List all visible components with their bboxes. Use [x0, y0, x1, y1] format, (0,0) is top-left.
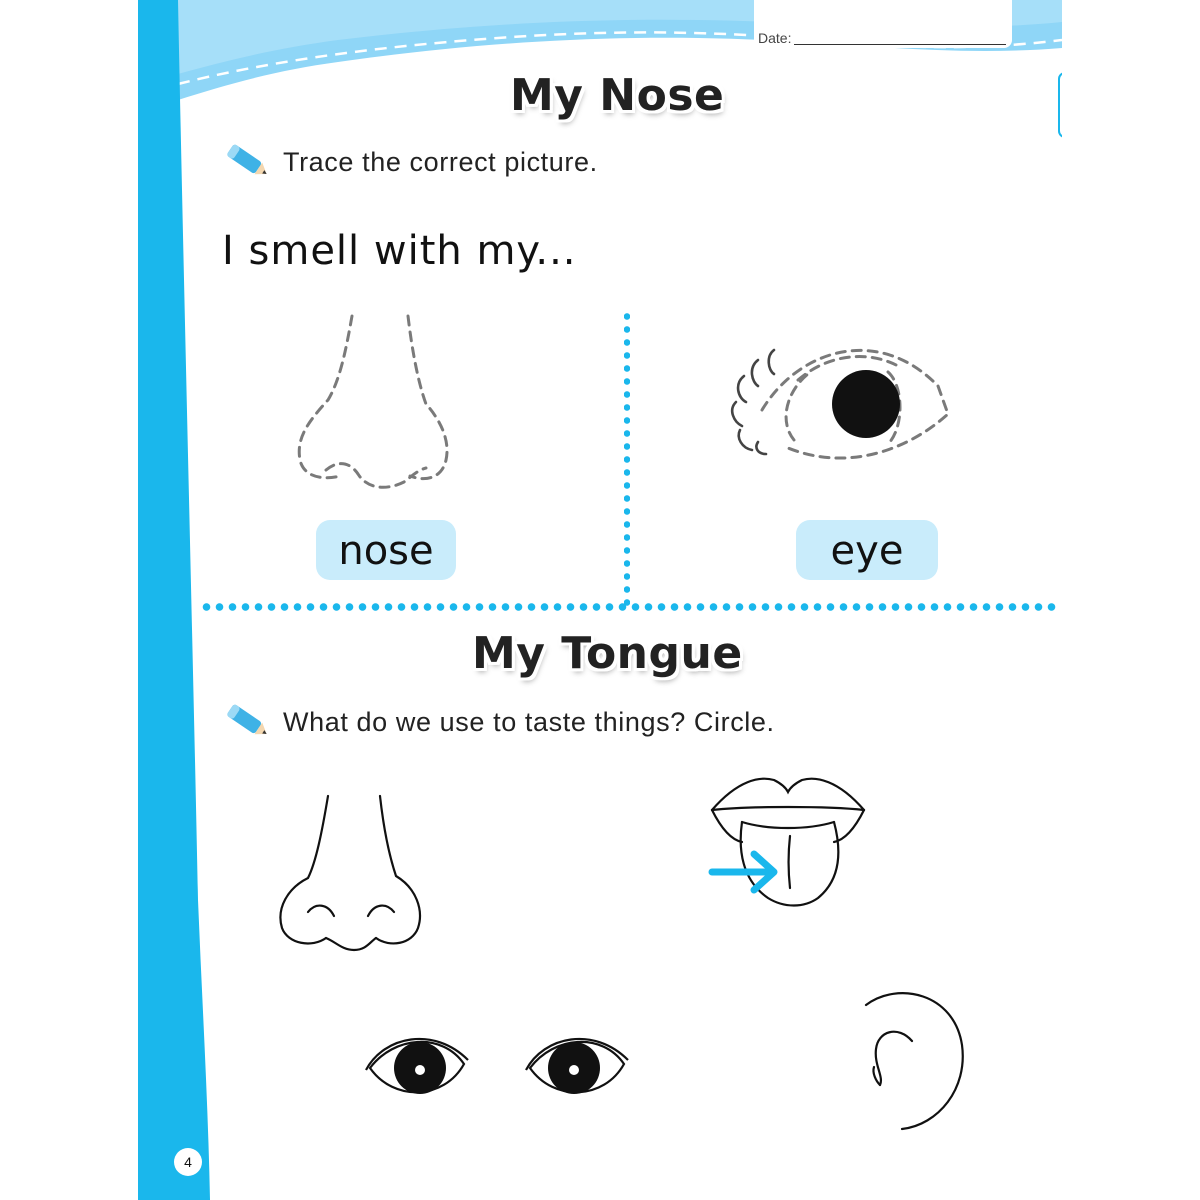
eyes-drawing[interactable]	[364, 1030, 634, 1110]
nose-drawing[interactable]	[272, 792, 432, 962]
tongue-section-title: My Tongue	[472, 628, 743, 679]
horizontal-dotted-divider	[200, 603, 1060, 611]
left-blue-bar	[138, 0, 218, 1200]
nose-option-pill[interactable]	[316, 520, 456, 580]
dashed-eye-drawing[interactable]	[718, 330, 958, 480]
date-label: Date:	[758, 30, 792, 46]
pencil-icon	[222, 700, 272, 744]
dashed-nose-drawing[interactable]	[288, 310, 458, 500]
nose-instruction: Trace the correct picture.	[283, 147, 598, 177]
pencil-icon	[222, 140, 272, 184]
nose-option-label: nose	[338, 528, 434, 574]
nose-section-title: My Nose	[510, 70, 725, 121]
date-box	[754, 0, 1012, 48]
side-tab	[1058, 72, 1062, 138]
mouth-tongue-drawing[interactable]	[698, 770, 878, 915]
ear-drawing[interactable]	[858, 985, 968, 1135]
tongue-instruction: What do we use to taste things? Circle.	[283, 707, 775, 737]
eye-option-pill[interactable]	[796, 520, 938, 580]
date-field[interactable]	[794, 44, 1006, 45]
vertical-dotted-divider	[624, 310, 630, 606]
worksheet-page	[138, 0, 1062, 1200]
smell-prompt: I smell with my...	[222, 228, 577, 274]
page-number: 4	[174, 1148, 202, 1176]
eye-option-label: eye	[830, 528, 904, 574]
